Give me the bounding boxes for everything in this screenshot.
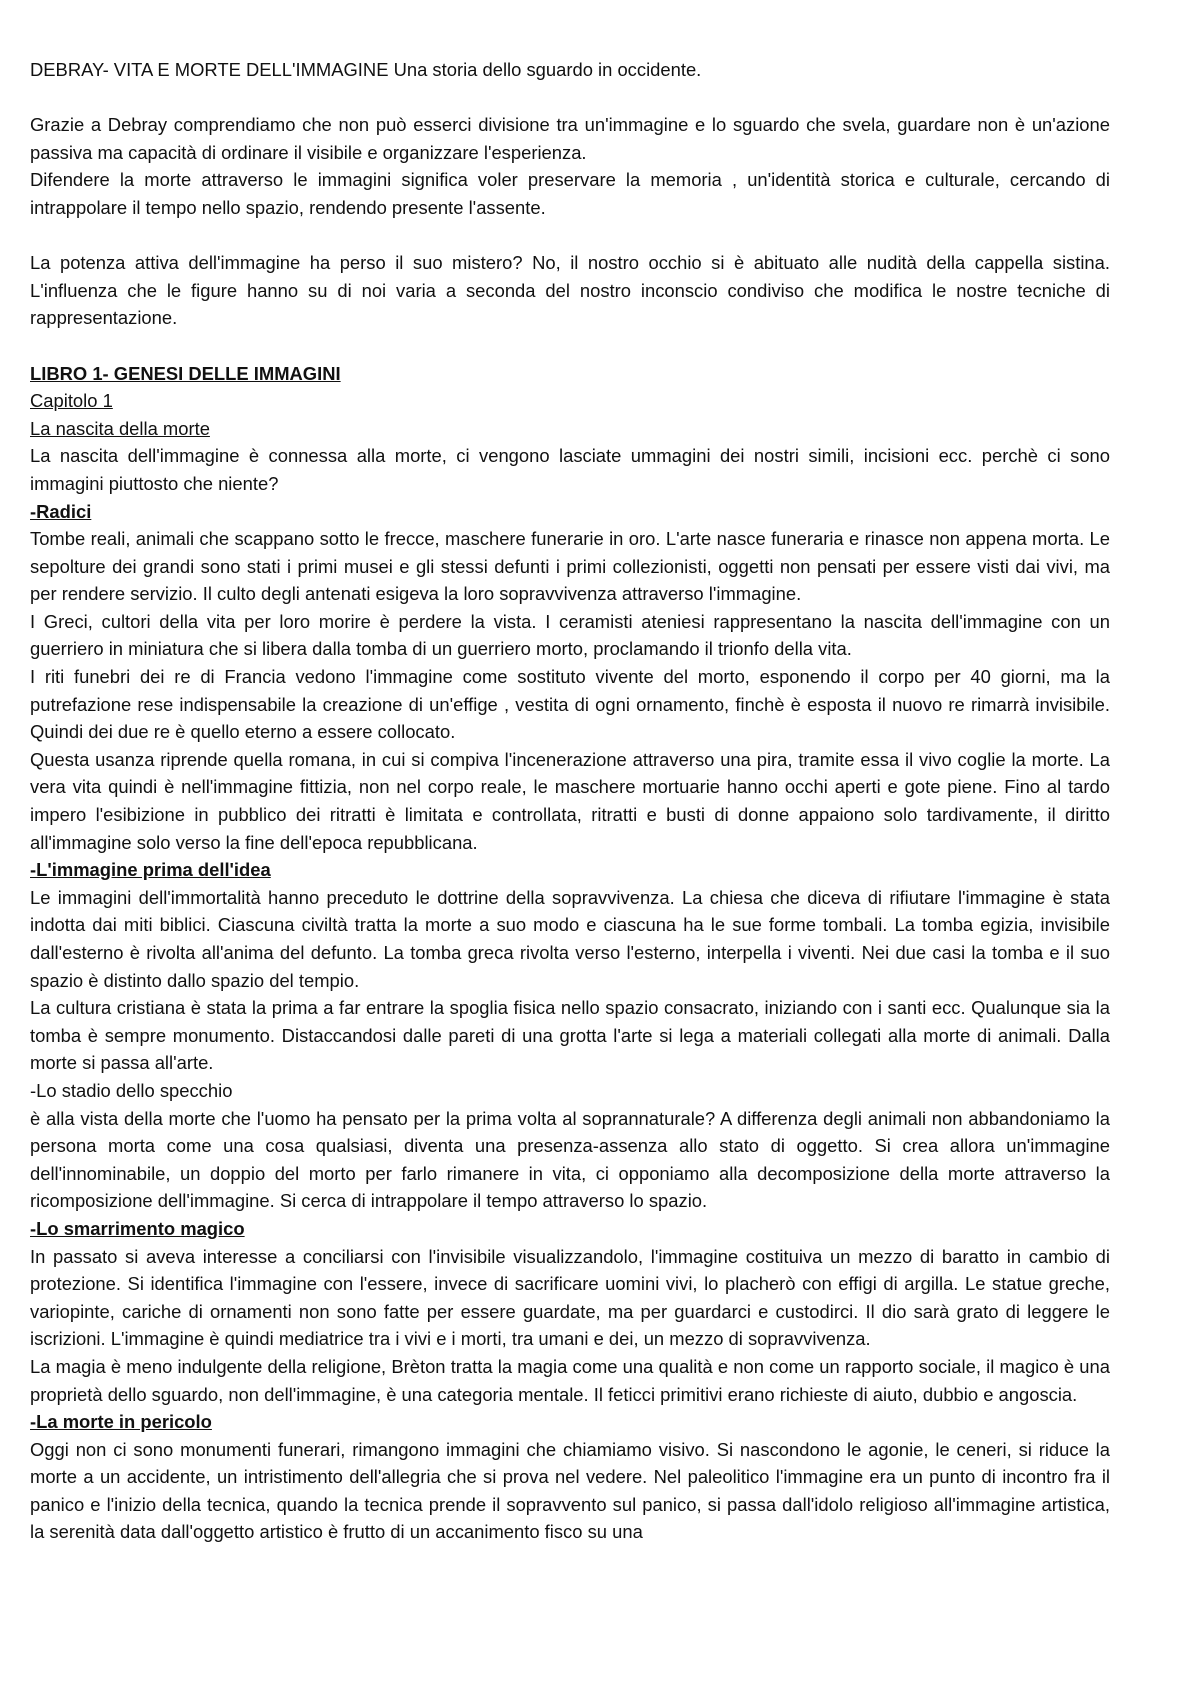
spacer [30, 332, 1110, 360]
intro-paragraph: Difendere la morte attraverso le immagini significa voler preservare la memoria , un'identità storica e culturale, cercando di intrappolare il tempo nello spazio, rendendo presente l'assente. [30, 169, 1110, 218]
section-heading-morte-pericolo: -La morte in pericolo [30, 1411, 212, 1433]
section-heading-immagine-prima: -L'immagine prima dell'idea [30, 859, 271, 881]
section-heading-radici: -Radici [30, 500, 92, 522]
body-paragraph: Tombe reali, animali che scappano sotto le frecce, maschere funerarie in oro. L'arte nasce funeraria e rinasce non appena morta. Le sepolture dei grandi sono stati i primi musei e gli stessi defunti i primi collezionisti, oggetti non pensati per essere visti dai vivi, ma per rendere servizio. Il culto degli antenati esigeva la loro sopravvivenza attraverso l'immagine. [30, 528, 1110, 605]
body-paragraph: In passato si aveva interesse a conciliarsi con l'invisibile visualizzandolo, l'immagine costituiva un mezzo di baratto in cambio di protezione. Si identifica l'immagine con l'essere, invece di sacrificare uomini vivi, lo placherò con effigi di argilla. Le statue greche, variopinte, cariche di ornamenti non sono fatte per essere guardate, ma per guardarci e custodirci. Il dio sarà grato di leggere le iscrizioni. L'immagine è quindi mediatrice tra i vivi e i morti, tra umani e dei, un mezzo di sopravvivenza. [30, 1245, 1110, 1350]
book-heading: LIBRO 1- GENESI DELLE IMMAGINI [30, 362, 341, 384]
body-paragraph: La magia è meno indulgente della religione, Brèton tratta la magia come una qualità e non come un rapporto sociale, il magico è una proprietà dello sguardo, non dell'immagine, è una categoria mentale. Il feticci primitivi erano richieste di aiuto, dubbio e angoscia. [30, 1355, 1110, 1405]
body-paragraph: I riti funebri dei re di Francia vedono l'immagine come sostituto vivente del morto, esponendo il corpo per 40 giorni, ma la putrefazione rese indispensabile la creazione di un'effige , vestita di ogni ornamento, finchè è esposta il nuovo re rimarrà invisibile. Quindi dei due re è quello eterno a essere collocato. [30, 666, 1110, 743]
section-heading-stadio-specchio: -Lo stadio dello specchio [30, 1079, 233, 1101]
body-paragraph: è alla vista della morte che l'uomo ha pensato per la prima volta al soprannaturale? A differenza degli animali non abbandoniamo la persona morta come una cosa qualsiasi, diventa una presenza-assenza allo stato di oggetto. Si crea allora un'immagine dell'innominabile, un doppio del morto per farlo rimanere in vita, ci opponiamo alla decomposizione della morte attraverso la ricomposizione dell'immagine. Si cerca di intrappolare il tempo attraverso lo spazio. [30, 1107, 1110, 1212]
body-paragraph: Oggi non ci sono monumenti funerari, rimangono immagini che chiamiamo visivo. Si nascondono le agonie, le ceneri, si riduce la morte a un accidente, un intristimento dell'allegria che si prova nel vedere. Nel paleolitico l'immagine era un punto di incontro fra il panico e l'inizio della tecnica, quando la tecnica prende il sopravvento sul panico, si passa dall'idolo religioso all'immagine artistica, la serenità data dall'oggetto artistico è frutto di un accanimento fisco su una [30, 1438, 1110, 1543]
intro-paragraph: La potenza attiva dell'immagine ha perso il suo mistero? No, il nostro occhio si è abituato alle nudità della cappella sistina. L'influenza che le figure hanno su di noi varia a seconda del nostro inconscio condiviso che modifica le nostre tecniche di rappresentazione. [30, 252, 1110, 329]
spacer [30, 84, 1110, 112]
spacer [30, 222, 1110, 250]
chapter-intro-paragraph: La nascita dell'immagine è connessa alla morte, ci vengono lasciate ummagini dei nostri simili, incisioni ecc. perchè ci sono immagini piuttosto che niente? [30, 445, 1110, 494]
chapter-label: Capitolo 1 [30, 390, 113, 412]
body-paragraph: La cultura cristiana è stata la prima a far entrare la spoglia fisica nello spazio consacrato, iniziando con i santi ecc. Qualunque sia la tomba è sempre monumento. Distaccandosi dalle pareti di una grotta l'arte si lega a materiali collegati alla morte di animali. Dalla morte si passa all'arte. [30, 997, 1110, 1074]
chapter-title: La nascita della morte [30, 417, 210, 439]
document-title: DEBRAY- VITA E MORTE DELL'IMMAGINE Una storia dello sguardo in occidente. [30, 59, 702, 80]
intro-paragraph: Grazie a Debray comprendiamo che non può esserci divisione tra un'immagine e lo sguardo che svela, guardare non è un'azione passiva ma capacità di ordinare il visibile e organizzare l'esperienza. [30, 114, 1110, 163]
body-paragraph: Questa usanza riprende quella romana, in cui si compiva l'incenerazione attraverso una pira, tramite essa il vivo coglie la morte. La vera vita quindi è nell'immagine fittizia, non nel corpo reale, le maschere mortuarie hanno occhi aperti e gote piene. Fino al tardo impero l'esibizione in pubblico dei ritratti è limitata e controllata, ritratti e busti di donne appaiono solo tardivamente, il diritto all'immagine solo verso la fine dell'epoca repubblicana. [30, 748, 1110, 853]
body-paragraph: I Greci, cultori della vita per loro morire è perdere la vista. I ceramisti ateniesi rappresentano la nascita dell'immagine con un guerriero in miniatura che si libera dalla tomba di un guerriero morto, proclamando il trionfo della vita. [30, 610, 1110, 660]
section-heading-smarrimento-magico: -Lo smarrimento magico [30, 1217, 245, 1239]
body-paragraph: Le immagini dell'immortalità hanno preceduto le dottrine della sopravvivenza. La chiesa che diceva di rifiutare l'immagine è stata indotta dai miti biblici. Ciascuna civiltà tratta la morte a suo modo e ciascuna ha le sue forme tombali. La tomba egizia, invisibile dall'esterno è rivolta all'anima del defunto. La tomba greca rivolta verso l'esterno, interpella i viventi. Nei due casi la tomba e il suo spazio è distinto dallo spazio del tempio. [30, 886, 1110, 991]
